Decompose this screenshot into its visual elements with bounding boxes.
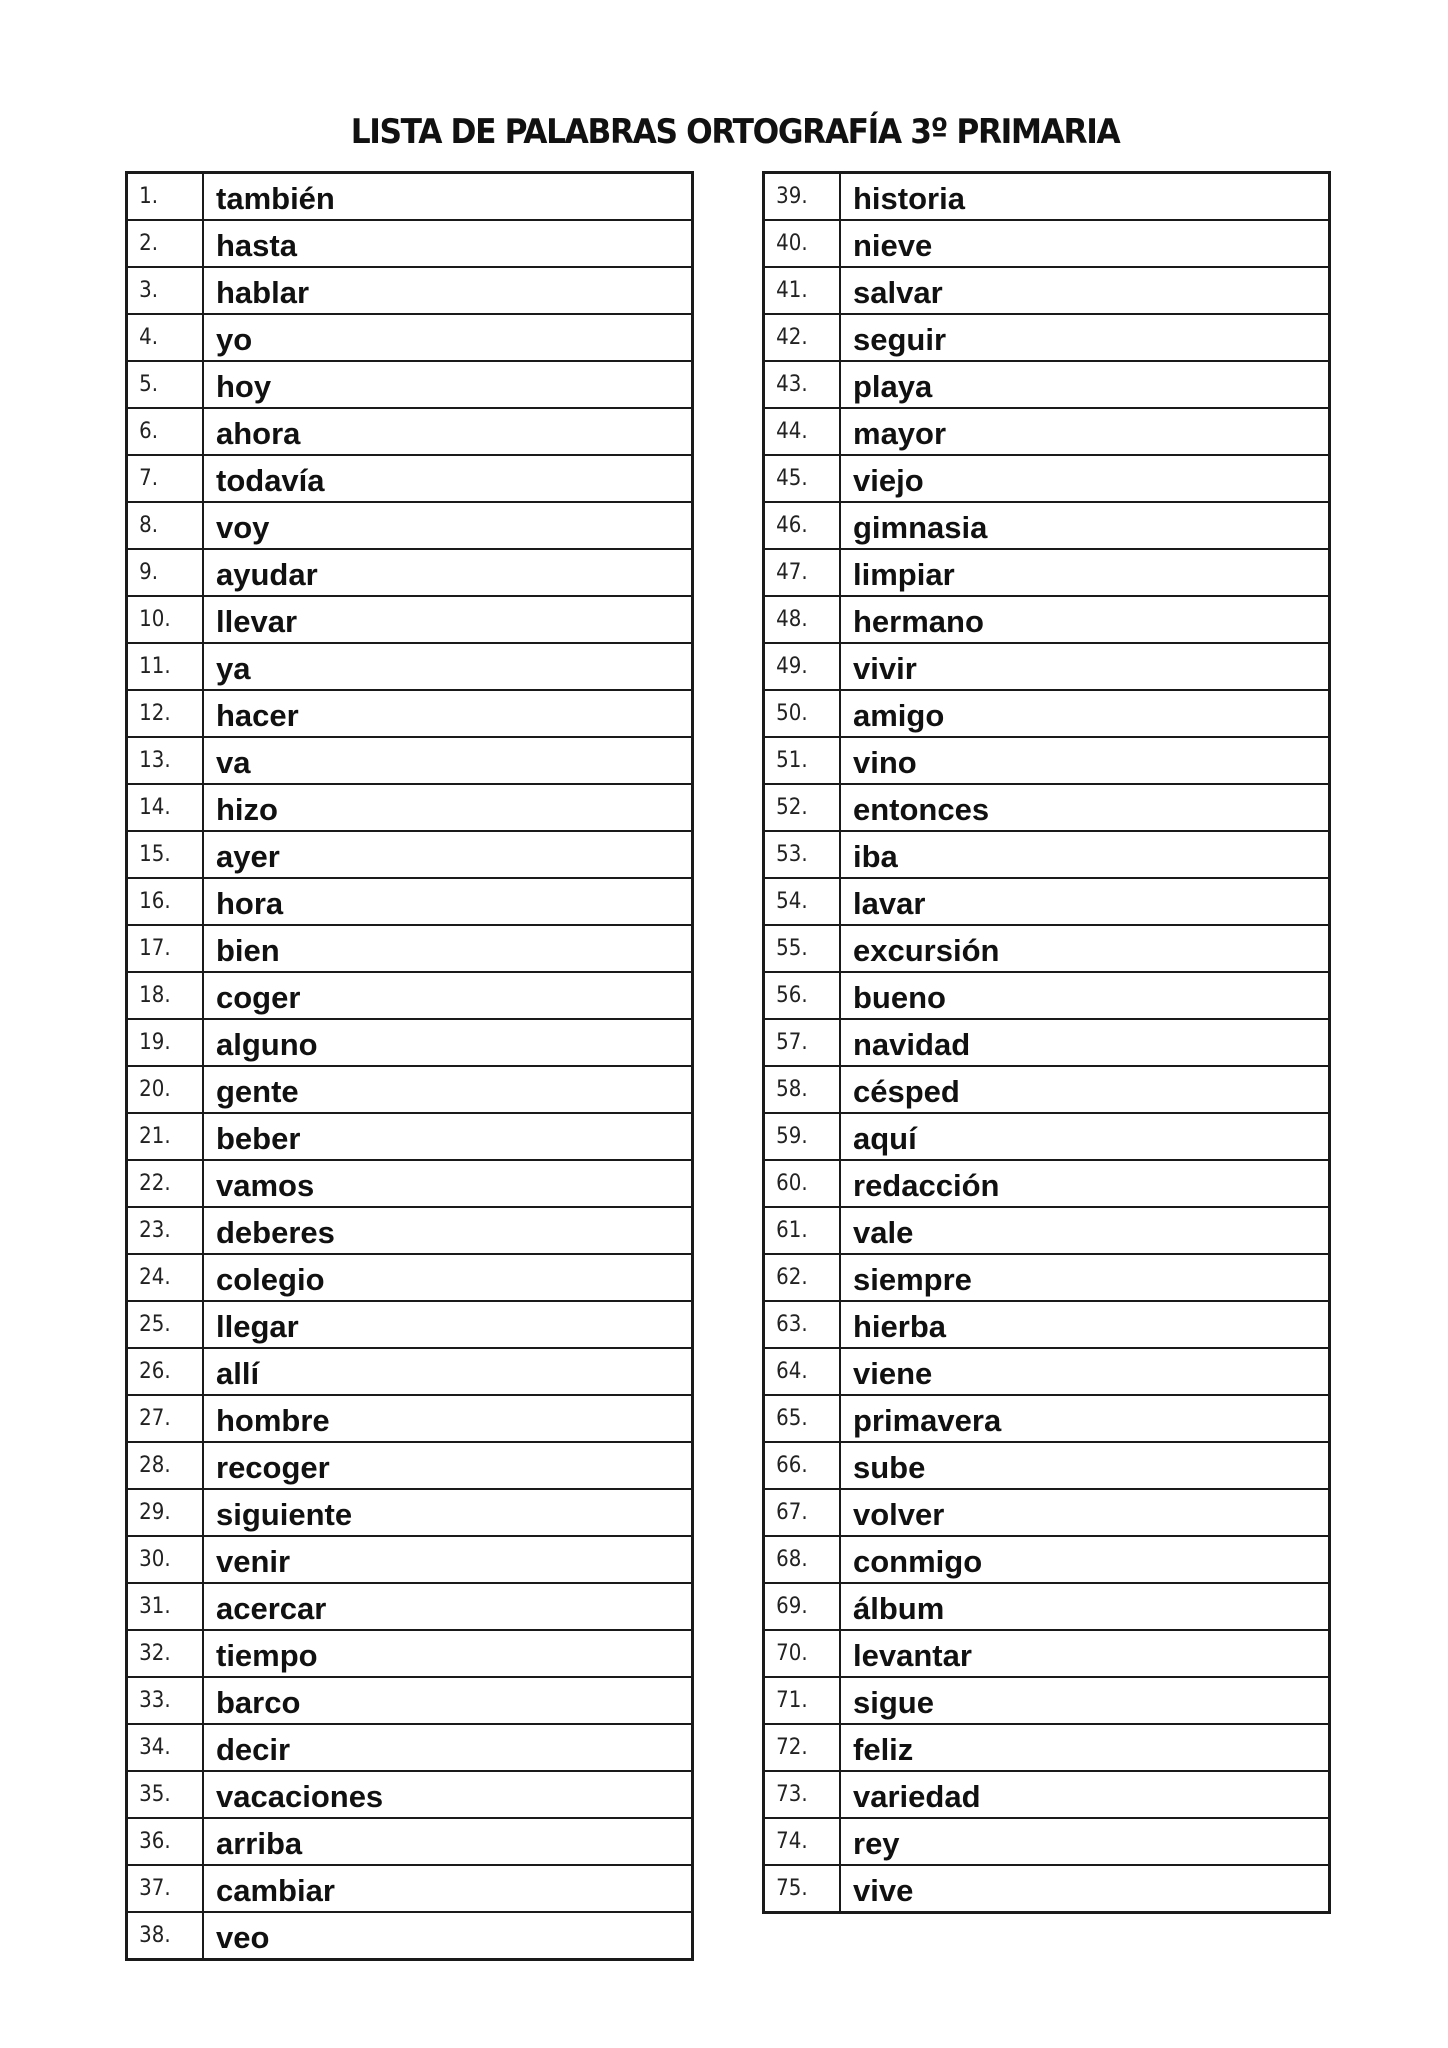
table-row [764, 1207, 1330, 1254]
row-number: 49. [764, 643, 833, 690]
row-number: 46. [764, 502, 833, 549]
row-number: 33. [127, 1677, 196, 1724]
row-number: 72. [764, 1724, 833, 1771]
table-row [764, 1348, 1330, 1395]
table-row [127, 1630, 693, 1677]
spelling-word: recoger [203, 1442, 693, 1489]
word-list-body-right [764, 173, 1330, 1913]
table-row [127, 1677, 693, 1724]
table-row [764, 643, 1330, 690]
row-number: 28. [127, 1442, 196, 1489]
table-row [127, 737, 693, 784]
row-number: 47. [764, 549, 833, 596]
row-number: 13. [127, 737, 196, 784]
row-number: 37. [127, 1865, 196, 1912]
table-row [764, 972, 1330, 1019]
table-row [127, 1301, 693, 1348]
table-row [127, 502, 693, 549]
word-list-table-right [762, 171, 1331, 1914]
table-row [764, 361, 1330, 408]
table-row [127, 831, 693, 878]
row-number: 19. [127, 1019, 196, 1066]
table-row [127, 1442, 693, 1489]
row-number: 31. [127, 1583, 196, 1630]
row-number: 14. [127, 784, 196, 831]
row-number: 62. [764, 1254, 833, 1301]
row-number: 11. [127, 643, 196, 690]
spelling-word: gimnasia [840, 502, 1330, 549]
spelling-word: ayer [203, 831, 693, 878]
row-number: 70. [764, 1630, 833, 1677]
spelling-word: barco [203, 1677, 693, 1724]
row-number: 64. [764, 1348, 833, 1395]
row-number: 15. [127, 831, 196, 878]
row-number: 17. [127, 925, 196, 972]
page-title: LISTA DE PALABRAS ORTOGRAFÍA 3º PRIMARIA [350, 112, 1120, 152]
spelling-word: ayudar [203, 549, 693, 596]
table-row [764, 1489, 1330, 1536]
word-list-body-left [127, 173, 693, 1960]
table-row [127, 1724, 693, 1771]
table-row [764, 549, 1330, 596]
spelling-word: seguir [840, 314, 1330, 361]
row-number: 60. [764, 1160, 833, 1207]
spelling-word: va [203, 737, 693, 784]
spelling-word: cambiar [203, 1865, 693, 1912]
table-row [127, 173, 693, 221]
spelling-word: conmigo [840, 1536, 1330, 1583]
row-number: 63. [764, 1301, 833, 1348]
row-number: 38. [127, 1912, 196, 1960]
table-row [127, 1865, 693, 1912]
table-row [127, 1113, 693, 1160]
row-number: 35. [127, 1771, 196, 1818]
table-row [764, 878, 1330, 925]
spelling-word: primavera [840, 1395, 1330, 1442]
spelling-word: gente [203, 1066, 693, 1113]
spelling-word: volver [840, 1489, 1330, 1536]
spelling-word: álbum [840, 1583, 1330, 1630]
table-row [764, 831, 1330, 878]
row-number: 52. [764, 784, 833, 831]
row-number: 61. [764, 1207, 833, 1254]
spelling-word: decir [203, 1724, 693, 1771]
row-number: 68. [764, 1536, 833, 1583]
row-number: 25. [127, 1301, 196, 1348]
spelling-word: ahora [203, 408, 693, 455]
row-number: 7. [127, 455, 196, 502]
row-number: 12. [127, 690, 196, 737]
table-row [127, 1818, 693, 1865]
spelling-word: hizo [203, 784, 693, 831]
table-row [127, 878, 693, 925]
spelling-word: alguno [203, 1019, 693, 1066]
table-row [127, 784, 693, 831]
spelling-word: excursión [840, 925, 1330, 972]
spelling-word: ya [203, 643, 693, 690]
spelling-word: vive [840, 1865, 1330, 1913]
spelling-word: viejo [840, 455, 1330, 502]
row-number: 75. [764, 1865, 833, 1913]
spelling-word: hombre [203, 1395, 693, 1442]
table-row [127, 1912, 693, 1960]
row-number: 66. [764, 1442, 833, 1489]
table-row [764, 1630, 1330, 1677]
spelling-word: limpiar [840, 549, 1330, 596]
row-number: 58. [764, 1066, 833, 1113]
row-number: 50. [764, 690, 833, 737]
row-number: 5. [127, 361, 196, 408]
table-row [764, 1395, 1330, 1442]
spelling-word: variedad [840, 1771, 1330, 1818]
spelling-word: arriba [203, 1818, 693, 1865]
row-number: 73. [764, 1771, 833, 1818]
table-row [127, 643, 693, 690]
spelling-word: veo [203, 1912, 693, 1960]
table-row [764, 1254, 1330, 1301]
row-number: 2. [127, 220, 196, 267]
spelling-word: vale [840, 1207, 1330, 1254]
row-number: 57. [764, 1019, 833, 1066]
row-number: 42. [764, 314, 833, 361]
row-number: 27. [127, 1395, 196, 1442]
spelling-word: también [203, 173, 693, 221]
row-number: 55. [764, 925, 833, 972]
table-row [764, 173, 1330, 221]
row-number: 34. [127, 1724, 196, 1771]
spelling-word: deberes [203, 1207, 693, 1254]
table-row [764, 596, 1330, 643]
table-row [127, 1771, 693, 1818]
row-number: 16. [127, 878, 196, 925]
table-row [127, 549, 693, 596]
row-number: 3. [127, 267, 196, 314]
spelling-word: sigue [840, 1677, 1330, 1724]
table-row [764, 1865, 1330, 1913]
spelling-word: siguiente [203, 1489, 693, 1536]
table-row [764, 1019, 1330, 1066]
spelling-word: llegar [203, 1301, 693, 1348]
spelling-word: vino [840, 737, 1330, 784]
spelling-word: vivir [840, 643, 1330, 690]
table-row [764, 690, 1330, 737]
spelling-word: todavía [203, 455, 693, 502]
table-row [764, 1301, 1330, 1348]
table-row [127, 1536, 693, 1583]
table-row [127, 596, 693, 643]
row-number: 67. [764, 1489, 833, 1536]
row-number: 39. [764, 173, 833, 221]
spelling-word: entonces [840, 784, 1330, 831]
spelling-word: hablar [203, 267, 693, 314]
table-row [764, 1724, 1330, 1771]
table-row [127, 1254, 693, 1301]
table-row [127, 220, 693, 267]
spelling-word: vacaciones [203, 1771, 693, 1818]
row-number: 51. [764, 737, 833, 784]
table-row [127, 1160, 693, 1207]
spelling-word: nieve [840, 220, 1330, 267]
table-row [764, 1442, 1330, 1489]
row-number: 53. [764, 831, 833, 878]
row-number: 56. [764, 972, 833, 1019]
spelling-word: sube [840, 1442, 1330, 1489]
row-number: 29. [127, 1489, 196, 1536]
row-number: 24. [127, 1254, 196, 1301]
row-number: 20. [127, 1066, 196, 1113]
row-number: 59. [764, 1113, 833, 1160]
table-row [127, 1019, 693, 1066]
table-row [764, 267, 1330, 314]
row-number: 4. [127, 314, 196, 361]
row-number: 21. [127, 1113, 196, 1160]
table-row [127, 1583, 693, 1630]
table-row [764, 1818, 1330, 1865]
table-row [764, 1583, 1330, 1630]
row-number: 69. [764, 1583, 833, 1630]
spelling-word: césped [840, 1066, 1330, 1113]
spelling-word: bueno [840, 972, 1330, 1019]
spelling-word: siempre [840, 1254, 1330, 1301]
row-number: 30. [127, 1536, 196, 1583]
row-number: 65. [764, 1395, 833, 1442]
table-row [127, 1348, 693, 1395]
row-number: 23. [127, 1207, 196, 1254]
row-number: 32. [127, 1630, 196, 1677]
spelling-word: hoy [203, 361, 693, 408]
row-number: 43. [764, 361, 833, 408]
row-number: 54. [764, 878, 833, 925]
table-row [127, 314, 693, 361]
spelling-word: beber [203, 1113, 693, 1160]
spelling-word: hacer [203, 690, 693, 737]
row-number: 74. [764, 1818, 833, 1865]
table-row [764, 455, 1330, 502]
row-number: 1. [127, 173, 196, 221]
row-number: 6. [127, 408, 196, 455]
table-row [127, 1066, 693, 1113]
spelling-word: yo [203, 314, 693, 361]
table-row [127, 267, 693, 314]
row-number: 48. [764, 596, 833, 643]
row-number: 8. [127, 502, 196, 549]
word-list-table-left [125, 171, 694, 1961]
table-row [127, 1207, 693, 1254]
table-row [127, 408, 693, 455]
table-row [127, 455, 693, 502]
spelling-word: viene [840, 1348, 1330, 1395]
table-row [764, 925, 1330, 972]
spelling-word: venir [203, 1536, 693, 1583]
spelling-word: aquí [840, 1113, 1330, 1160]
spelling-word: lavar [840, 878, 1330, 925]
table-row [127, 1395, 693, 1442]
table-row [764, 1536, 1330, 1583]
spelling-word: hora [203, 878, 693, 925]
table-row [127, 361, 693, 408]
table-row [764, 502, 1330, 549]
row-number: 71. [764, 1677, 833, 1724]
row-number: 45. [764, 455, 833, 502]
spelling-word: redacción [840, 1160, 1330, 1207]
spelling-word: voy [203, 502, 693, 549]
spelling-word: feliz [840, 1724, 1330, 1771]
table-row [764, 1066, 1330, 1113]
table-row [764, 220, 1330, 267]
row-number: 41. [764, 267, 833, 314]
spelling-word: hasta [203, 220, 693, 267]
spelling-word: colegio [203, 1254, 693, 1301]
spelling-word: levantar [840, 1630, 1330, 1677]
row-number: 44. [764, 408, 833, 455]
row-number: 40. [764, 220, 833, 267]
spelling-word: iba [840, 831, 1330, 878]
table-row [764, 784, 1330, 831]
table-row [764, 1113, 1330, 1160]
table-row [127, 972, 693, 1019]
row-number: 10. [127, 596, 196, 643]
spelling-word: hierba [840, 1301, 1330, 1348]
row-number: 26. [127, 1348, 196, 1395]
spelling-word: hermano [840, 596, 1330, 643]
spelling-word: historia [840, 173, 1330, 221]
table-row [764, 1771, 1330, 1818]
spelling-word: llevar [203, 596, 693, 643]
table-row [764, 314, 1330, 361]
spelling-word: rey [840, 1818, 1330, 1865]
table-row [127, 1489, 693, 1536]
spelling-word: vamos [203, 1160, 693, 1207]
row-number: 36. [127, 1818, 196, 1865]
row-number: 9. [127, 549, 196, 596]
row-number: 18. [127, 972, 196, 1019]
table-row [764, 737, 1330, 784]
spelling-word: acercar [203, 1583, 693, 1630]
spelling-word: mayor [840, 408, 1330, 455]
table-row [127, 925, 693, 972]
spelling-word: tiempo [203, 1630, 693, 1677]
spelling-word: bien [203, 925, 693, 972]
spelling-word: salvar [840, 267, 1330, 314]
table-row [764, 1160, 1330, 1207]
spelling-word: navidad [840, 1019, 1330, 1066]
row-number: 22. [127, 1160, 196, 1207]
spelling-word: amigo [840, 690, 1330, 737]
table-row [127, 690, 693, 737]
table-row [764, 1677, 1330, 1724]
spelling-word: playa [840, 361, 1330, 408]
spelling-word: allí [203, 1348, 693, 1395]
spelling-word: coger [203, 972, 693, 1019]
table-row [764, 408, 1330, 455]
